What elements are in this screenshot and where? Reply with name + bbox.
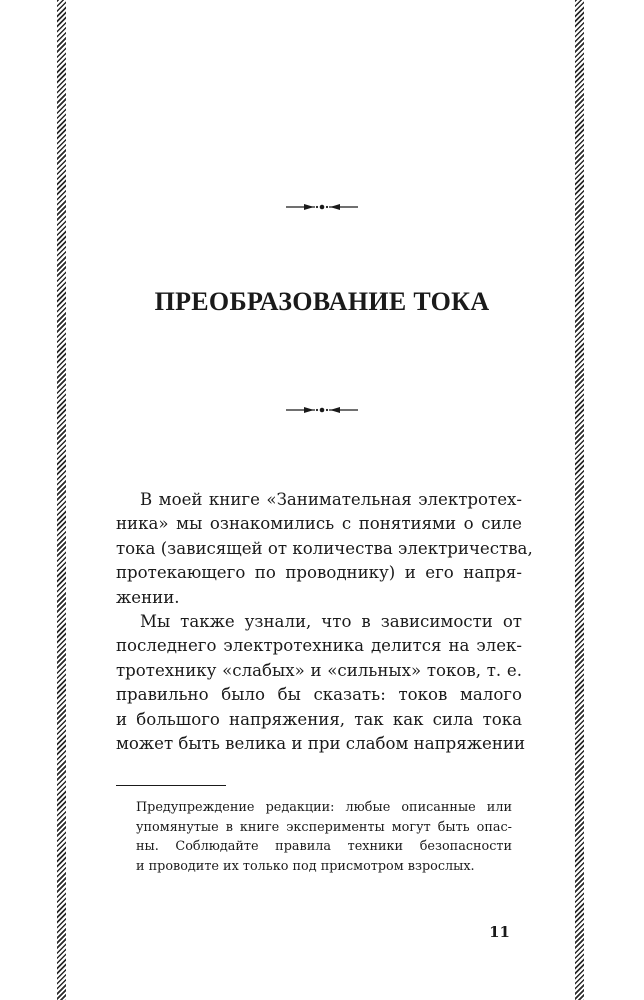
page-number: 11 [489, 923, 510, 941]
body-line: правильно было бы сказать: токов малого [116, 685, 522, 705]
body-line: последнего электротехника делится на элек- [116, 636, 522, 656]
top-fleuron-divider-icon [0, 197, 644, 216]
body-line: ника» мы ознакомились с понятиями о силе [116, 514, 522, 534]
body-line: протекающего по проводнику) и его напря- [116, 563, 522, 583]
footnote-line: и проводите их только под присмотром взрослых. [136, 858, 475, 874]
footnote-line: Предупреждение редакции: любые описанные или [136, 800, 512, 815]
body-line: может быть велика и при слабом напряжении [116, 734, 526, 754]
footnote-line: ны. Соблюдайте правила техники безопасности [136, 839, 512, 855]
body-line: В моей книге «Занимательная электротех- [140, 490, 522, 509]
body-text [116, 488, 533, 756]
bottom-fleuron-divider-icon [0, 400, 644, 419]
footnote [136, 798, 512, 876]
body-line: и большого напряжения, так как сила тока [116, 709, 522, 729]
chapter-title: ПРЕОБРАЗОВАНИЕ ТОКА [154, 287, 490, 316]
left-hatched-border [57, 0, 66, 1000]
body-line: тока (зависящей от количества электричества, [116, 538, 533, 558]
body-line: тротехнику «слабых» и «сильных» токов, т. е. [116, 660, 522, 680]
body-line: Мы также узнали, что в зависимости от [140, 612, 522, 632]
body-line: жении. [116, 587, 180, 607]
footnote-line: упомянутые в книге эксперименты могут быть опас- [136, 819, 512, 835]
right-hatched-border [575, 0, 584, 1000]
footnote-divider [116, 785, 226, 786]
